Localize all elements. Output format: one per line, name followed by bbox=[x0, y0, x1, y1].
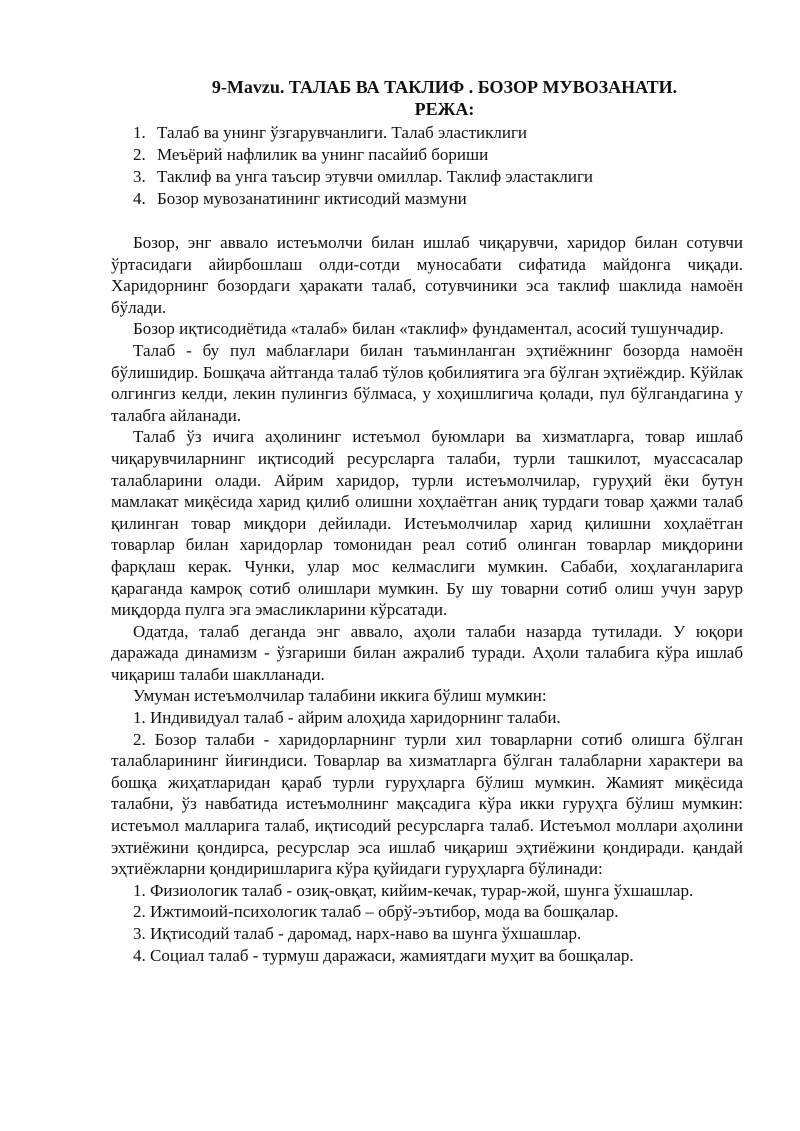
plan-item bbox=[133, 144, 743, 166]
plan-item-number: 2. bbox=[133, 145, 146, 164]
paragraph: 1. Физиологик талаб - озиқ-овқат, кийим-кечак, турар-жой, шунга ўхшашлар. bbox=[133, 880, 694, 900]
paragraph: 4. Социал талаб - турмуш даражаси, жамиятдаги муҳит ва бошқалар. bbox=[133, 945, 634, 965]
document-title: 9-Mavzu. ТАЛАБ ВА ТАКЛИФ . БОЗОР МУВОЗАНАТИ. bbox=[211, 77, 678, 97]
plan-item bbox=[133, 166, 743, 188]
plan-item-text: Бозор мувозанатининг иктисодий мазмуни bbox=[157, 189, 467, 208]
plan-item-number: 4. bbox=[133, 189, 146, 208]
paragraph: Бозор иқтисодиётида «талаб» билан «таклиф» фундаментал, асосий тушунчадир. bbox=[133, 319, 724, 339]
paragraph: Талаб ўз ичига аҳолининг истеъмол буюмлари ва хизматларга, товар ишлаб чиқарувчиларнинг иқтисодий ресурсларга талаби, турли ташкилот, муассасалар талабларини олади. Айрим харидор, турли истеъмолчилар, гуруҳий ёки бутун мамлакат миқёсида харид қилиб олишни хоҳлаётган аниқ турдаги товар ҳажми талаб қилинган товар миқдори дейилади. Истеъмолчилар харид қилишни хоҳлаётган товарлар билан харидорлар томонидан реал сотиб олинган товарлар миқдорини фарқлаш керак. Чунки, улар мос келмаслиги мумкин. Сабаби, хоҳлаганларига қараганда камроқ сотиб олишлари мумкин. Бу шу товарни сотиб олиш учун зарур миқдорда пулга эга эмасликларини кўрсатади. bbox=[111, 427, 743, 620]
paragraph: Умуман истеъмолчилар талабини иккига бўлиш мумкин: bbox=[133, 686, 547, 706]
plan-item bbox=[133, 188, 743, 210]
plan-heading: РЕЖА: bbox=[414, 99, 475, 119]
plan-item-number: 1. bbox=[133, 123, 146, 142]
body-text bbox=[111, 232, 743, 966]
paragraph: 2. Бозор талаби - харидорларнинг турли хил товарларни сотиб олишга бўлган талабларининг йиғиндиси. Товарлар ва хизматларга бўлган талабларни характери ва бошқа жиҳатларидан қараб турли гуруҳларга бўлиш мумкин. Жамият миқёсида талабни, ўз навбатида истеъмолнинг мақсадига кўра икки гуруҳга бўлиш мумкин: истеъмол малларига талаб, иқтисодий ресурсларга талаб. Истеъмол моллари аҳолини эхтиёжини қондирса, ресурслар эса ишлаб чиқариш эҳтиёжини қондиради. қандай эҳтиёжларни қондиришларига кўра қуйидаги гуруҳларга бўлинади: bbox=[111, 729, 743, 879]
paragraph: Бозор, энг аввало истеъмолчи билан ишлаб чиқарувчи, харидор билан сотувчи ўртасидаги айирбошлаш олди-сотди муносабати сифатида майдонга чиқади. Харидорнинг бозордаги ҳаракати талаб, сотувчиники эса таклиф шаклида намоён бўлади. bbox=[111, 233, 743, 317]
paragraph: 3. Иқтисодий талаб - даромад, нарх-наво ва шунга ўхшашлар. bbox=[133, 924, 582, 943]
paragraph: Талаб - бу пул маблағлари билан таъминланган эҳтиёжнинг бозорда намоён бўлишидир. Бошқача айтганда талаб тўлов қобилиятига эга бўлган эҳтиёждир. Кўйлак олгингиз келди, лекин пулингиз бўлмаса, у хоҳишлигича қолади, пул бўлгандагина у талабга айланади. bbox=[111, 340, 743, 425]
paragraph: 2. Ижтимоий-психологик талаб – обрў-эътибор, мода ва бошқалар. bbox=[133, 902, 619, 922]
paragraph: 1. Индивидуал талаб - айрим алоҳида харидорнинг талаби. bbox=[133, 708, 561, 728]
plan-item-number: 3. bbox=[133, 167, 146, 186]
plan-item bbox=[133, 122, 743, 144]
plan-item-text: Таклиф ва унга таъсир этувчи омиллар. Таклиф эластаклиги bbox=[157, 167, 594, 186]
plan-list bbox=[111, 122, 743, 210]
plan-item-text: Талаб ва унинг ўзгарувчанлиги. Талаб эластиклиги bbox=[157, 123, 528, 142]
paragraph: Одатда, талаб деганда энг аввало, аҳоли талаби назарда тутилади. У юқори даражада динамизм - ўзгариши билан ажралиб туради. Аҳоли талабига кўра ишлаб чиқариш талаби шаклланади. bbox=[111, 621, 743, 684]
plan-item-text: Меъёрий нафлилик ва унинг пасайиб бориши bbox=[157, 145, 489, 164]
